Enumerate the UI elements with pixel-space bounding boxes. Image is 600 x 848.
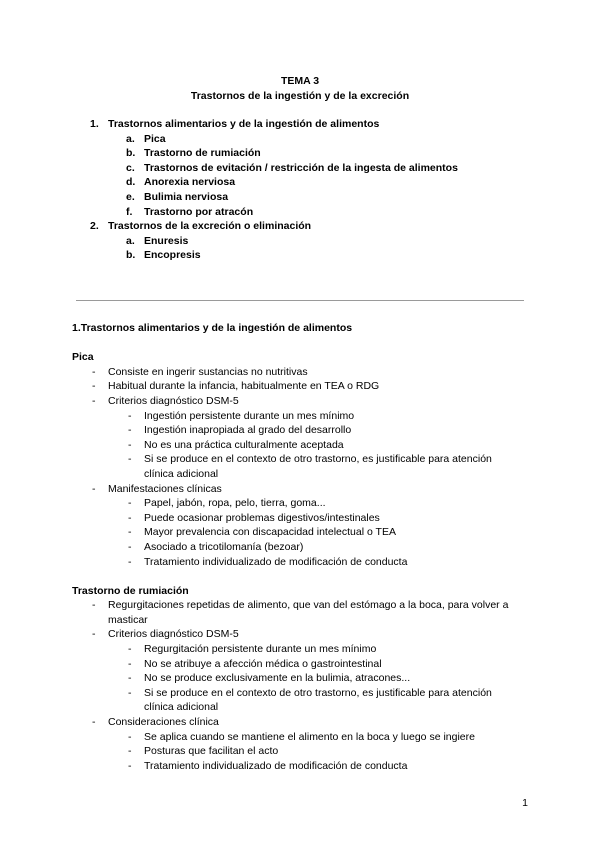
toc-subitem-label: Anorexia nerviosa (144, 176, 236, 189)
sub-bullet-text: Papel, jabón, ropa, pelo, tierra, goma... (144, 497, 326, 510)
toc-subitem-label: Trastorno por atracón (144, 205, 254, 218)
sub-bullet-text: No es una práctica culturalmente aceptada (144, 438, 344, 451)
toc-subitem-letter: c. (126, 161, 135, 174)
sub-bullet-item (0, 555, 600, 570)
bullet-dash: - (128, 540, 132, 553)
bullet-text: Regurgitaciones repetidas de alimento, que van del estómago a la boca, para volver a masticar (108, 599, 509, 626)
bullet-dash: - (128, 759, 132, 772)
bullet-dash: - (128, 643, 132, 656)
toc-subitem-letter: d. (126, 176, 136, 189)
toc-subitem-label: Encopresis (144, 249, 201, 262)
sub-bullet-text: Si se produce en el contexto de otro trastorno, es justificable para atención clínica adicional (144, 686, 492, 714)
document-header (0, 74, 600, 103)
sub-bullet-text: No se produce exclusivamente en la bulimia, atracones... (144, 672, 411, 685)
bullet-dash: - (128, 511, 132, 524)
bullet-dash: - (128, 745, 132, 758)
sub-bullet-item (0, 540, 600, 555)
bullet-text: Criterios diagnóstico DSM-5 (108, 628, 239, 641)
bullet-text: Consideraciones clínica (108, 716, 219, 729)
toc-item-number: 2. (90, 220, 99, 233)
sub-bullet-text: No se atribuye a afección médica o gastrointestinal (144, 657, 382, 670)
sub-bullet-item (0, 671, 600, 686)
toc-subitem-label: Enuresis (144, 234, 189, 247)
toc-subitem-label: Pica (144, 132, 166, 145)
sub-bullet-text: Ingestión persistente durante un mes mínimo (144, 409, 355, 422)
sub-bullet-item (0, 657, 600, 672)
bullet-item (0, 482, 600, 497)
bullet-dash: - (128, 555, 132, 568)
bullet-dash: - (92, 482, 96, 495)
bullet-dash: - (92, 716, 96, 729)
bullet-dash: - (128, 526, 132, 539)
section-heading: 1.Trastornos alimentarios y de la ingestión de alimentos (72, 322, 353, 334)
toc-subitem-letter: a. (126, 234, 135, 247)
bullet-item (0, 379, 600, 394)
bullet-dash: - (128, 438, 132, 451)
toc-item-number: 1. (90, 118, 99, 130)
toc-subitem-label: Bulimia nerviosa (144, 190, 229, 203)
bullet-dash: - (128, 730, 132, 743)
sub-bullet-text: Posturas que facilitan el acto (144, 745, 279, 758)
sub-bullet-item (0, 686, 600, 715)
toc-subitem-label: Trastorno de rumiación (144, 147, 261, 160)
bullet-dash: - (92, 380, 96, 393)
topic-number: TEMA 3 (280, 75, 320, 87)
sub-bullet-item (0, 409, 600, 424)
bullet-dash: - (92, 599, 96, 612)
bullet-item (0, 627, 600, 642)
sub-bullet-item (0, 525, 600, 540)
bullet-text: Consiste en ingerir sustancias no nutritivas (108, 365, 308, 378)
sub-bullet-item (0, 423, 600, 438)
sub-bullet-item (0, 438, 600, 453)
horizontal-divider (76, 300, 524, 301)
sub-bullet-item (0, 730, 600, 745)
toc-subitem-letter: e. (126, 190, 135, 203)
bullet-item (0, 394, 600, 409)
bullet-dash: - (128, 453, 132, 466)
sub-bullet-text: Regurgitación persistente durante un mes mínimo (144, 643, 377, 656)
bullet-dash: - (92, 394, 96, 407)
sub-bullet-text: Mayor prevalencia con discapacidad intelectual o TEA (144, 526, 396, 539)
toc-subitem-letter: f. (126, 205, 133, 218)
bullet-item (0, 365, 600, 380)
sub-bullet-item (0, 759, 600, 774)
page-number: 1 (522, 797, 528, 809)
bullet-dash: - (128, 409, 132, 422)
bullet-dash: - (128, 672, 132, 685)
sub-bullet-text: Tratamiento individualizado de modificación de conducta (144, 759, 408, 772)
bullet-dash: - (128, 657, 132, 670)
bullet-dash: - (128, 686, 132, 699)
sub-bullet-item (0, 744, 600, 759)
sub-bullet-item (0, 511, 600, 526)
sub-bullet-text: Puede ocasionar problemas digestivos/intestinales (144, 511, 380, 524)
subsection-heading-pica: Pica (72, 351, 94, 364)
document-body (0, 321, 600, 773)
bullet-item (0, 715, 600, 730)
toc-subitem-letter: b. (126, 249, 136, 262)
bullet-dash: - (92, 628, 96, 641)
toc-item-label: Trastornos de la excreción o eliminación (108, 220, 312, 233)
sub-bullet-text: Tratamiento individualizado de modificación de conducta (144, 555, 408, 568)
toc-subitem-letter: b. (126, 147, 136, 160)
bullet-dash: - (92, 365, 96, 378)
topic-title: Trastornos de la ingestión y de la excreción (190, 89, 410, 102)
toc-subitem-label: Trastornos de evitación / restricción de la ingesta de alimentos (144, 161, 458, 174)
bullet-text: Criterios diagnóstico DSM-5 (108, 394, 239, 407)
bullet-dash: - (128, 497, 132, 510)
bullet-dash: - (128, 424, 132, 437)
sub-bullet-text: Se aplica cuando se mantiene el alimento en la boca y luego se ingiere (144, 730, 475, 743)
bullet-item (0, 598, 600, 627)
sub-bullet-item (0, 496, 600, 511)
sub-bullet-text: Asociado a tricotilomanía (bezoar) (144, 540, 304, 553)
sub-bullet-item (0, 452, 600, 481)
toc-subitem-letter: a. (126, 132, 135, 145)
bullet-text: Manifestaciones clínicas (108, 482, 222, 495)
sub-bullet-item (0, 642, 600, 657)
bullet-text: Habitual durante la infancia, habitualmente en TEA o RDG (108, 380, 380, 393)
sub-bullet-text: Ingestión inapropiada al grado del desarrollo (144, 424, 352, 437)
subsection-heading-rumiacion: Trastorno de rumiación (72, 584, 189, 597)
toc-item-label: Trastornos alimentarios y de la ingestión de alimentos (108, 118, 380, 130)
sub-bullet-text: Si se produce en el contexto de otro trastorno, es justificable para atención clínica adicional (144, 453, 492, 480)
